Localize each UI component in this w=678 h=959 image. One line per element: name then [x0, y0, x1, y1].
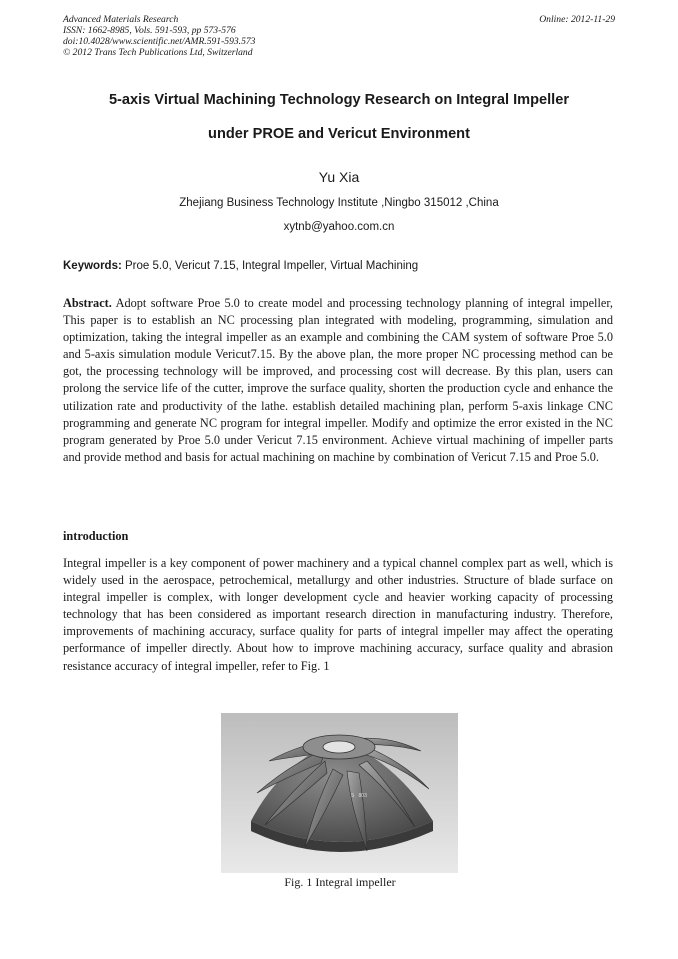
paper-title-line-1: 5-axis Virtual Machining Technology Research on Integral Impeller: [108, 92, 570, 108]
copyright-line: © 2012 Trans Tech Publications Ltd, Switzerland: [63, 47, 253, 58]
paper-title-line-2: under PROE and Vericut Environment: [208, 126, 470, 142]
introduction-heading: introduction: [63, 529, 129, 543]
running-header: [63, 14, 383, 58]
doi-line: doi:10.4028/www.scientific.net/AMR.591-593.573: [63, 36, 256, 47]
abstract-label: Abstract.: [63, 296, 112, 310]
author-name: Yu Xia: [318, 169, 360, 185]
issn-line: ISSN: 1662-8985, Vols. 591-593, pp 573-576: [63, 25, 236, 36]
abstract-text: Adopt software Proe 5.0 to create model and processing technology planning of integral impeller, This paper is to establish an NC processing plan integrated with modeling, programming, simulation and optimization, taking the integral impeller as an example and combining the CAM system of software Proe 5.0 and 5-axis simulation module Vericut7.15. By the above plan, the more proper NC processing method can be got, the processing technology will be improved, and processing cost will decrease. By this plan, users can prolong the service life of the cutter, improve the surface quality, shorten the production cycle and enhance the utilization rate and productivity of the lathe. establish detailed machining plan, perform 5-axis linkage CNC programming and generate NC program for integral impeller. Modify and optimize the error existed in the NC program generated by Proe 5.0 under Vericut 7.15 environment. Achieve virtual machining of impeller parts and provide method and basis for actual machining on machine by combination of Vericut 7.15 and Proe 5.0.: [63, 296, 613, 464]
keywords: [63, 260, 623, 272]
integral-impeller-image: [221, 713, 458, 873]
image-label: S 803: [351, 793, 367, 799]
keywords-label: Keywords:: [63, 260, 122, 272]
author-email[interactable]: xytnb@yahoo.com.cn: [283, 221, 395, 233]
keywords-text: Proe 5.0, Vericut 7.15, Integral Impeller, Virtual Machining: [125, 260, 419, 272]
affiliation: Zhejiang Business Technology Institute ,Ningbo 315012 ,China: [179, 197, 499, 209]
abstract-paragraph: [63, 295, 613, 466]
figure-caption: Fig. 1 Integral impeller: [284, 875, 396, 889]
introduction-paragraph: [63, 555, 613, 675]
introduction-text: Integral impeller is a key component of power machinery and a typical channel complex part as well, which is widely used in the aerospace, petrochemical, metallurgy and other industries. Structure of blade surface on integral impeller is complex, with longer development cycle and heavier working capacity of processing technology that has been considered as important research direction in manufacturing industry. Therefore, improvements of machining accuracy, surface quality for parts of integral impeller may affect the operating performance of impeller directly. About how to improve machining accuracy, surface quality and abrasion resistance accuracy of integral impeller, refer to Fig. 1: [63, 556, 613, 673]
online-date: Online: 2012-11-29: [539, 14, 615, 25]
journal-name: Advanced Materials Research: [63, 14, 179, 25]
